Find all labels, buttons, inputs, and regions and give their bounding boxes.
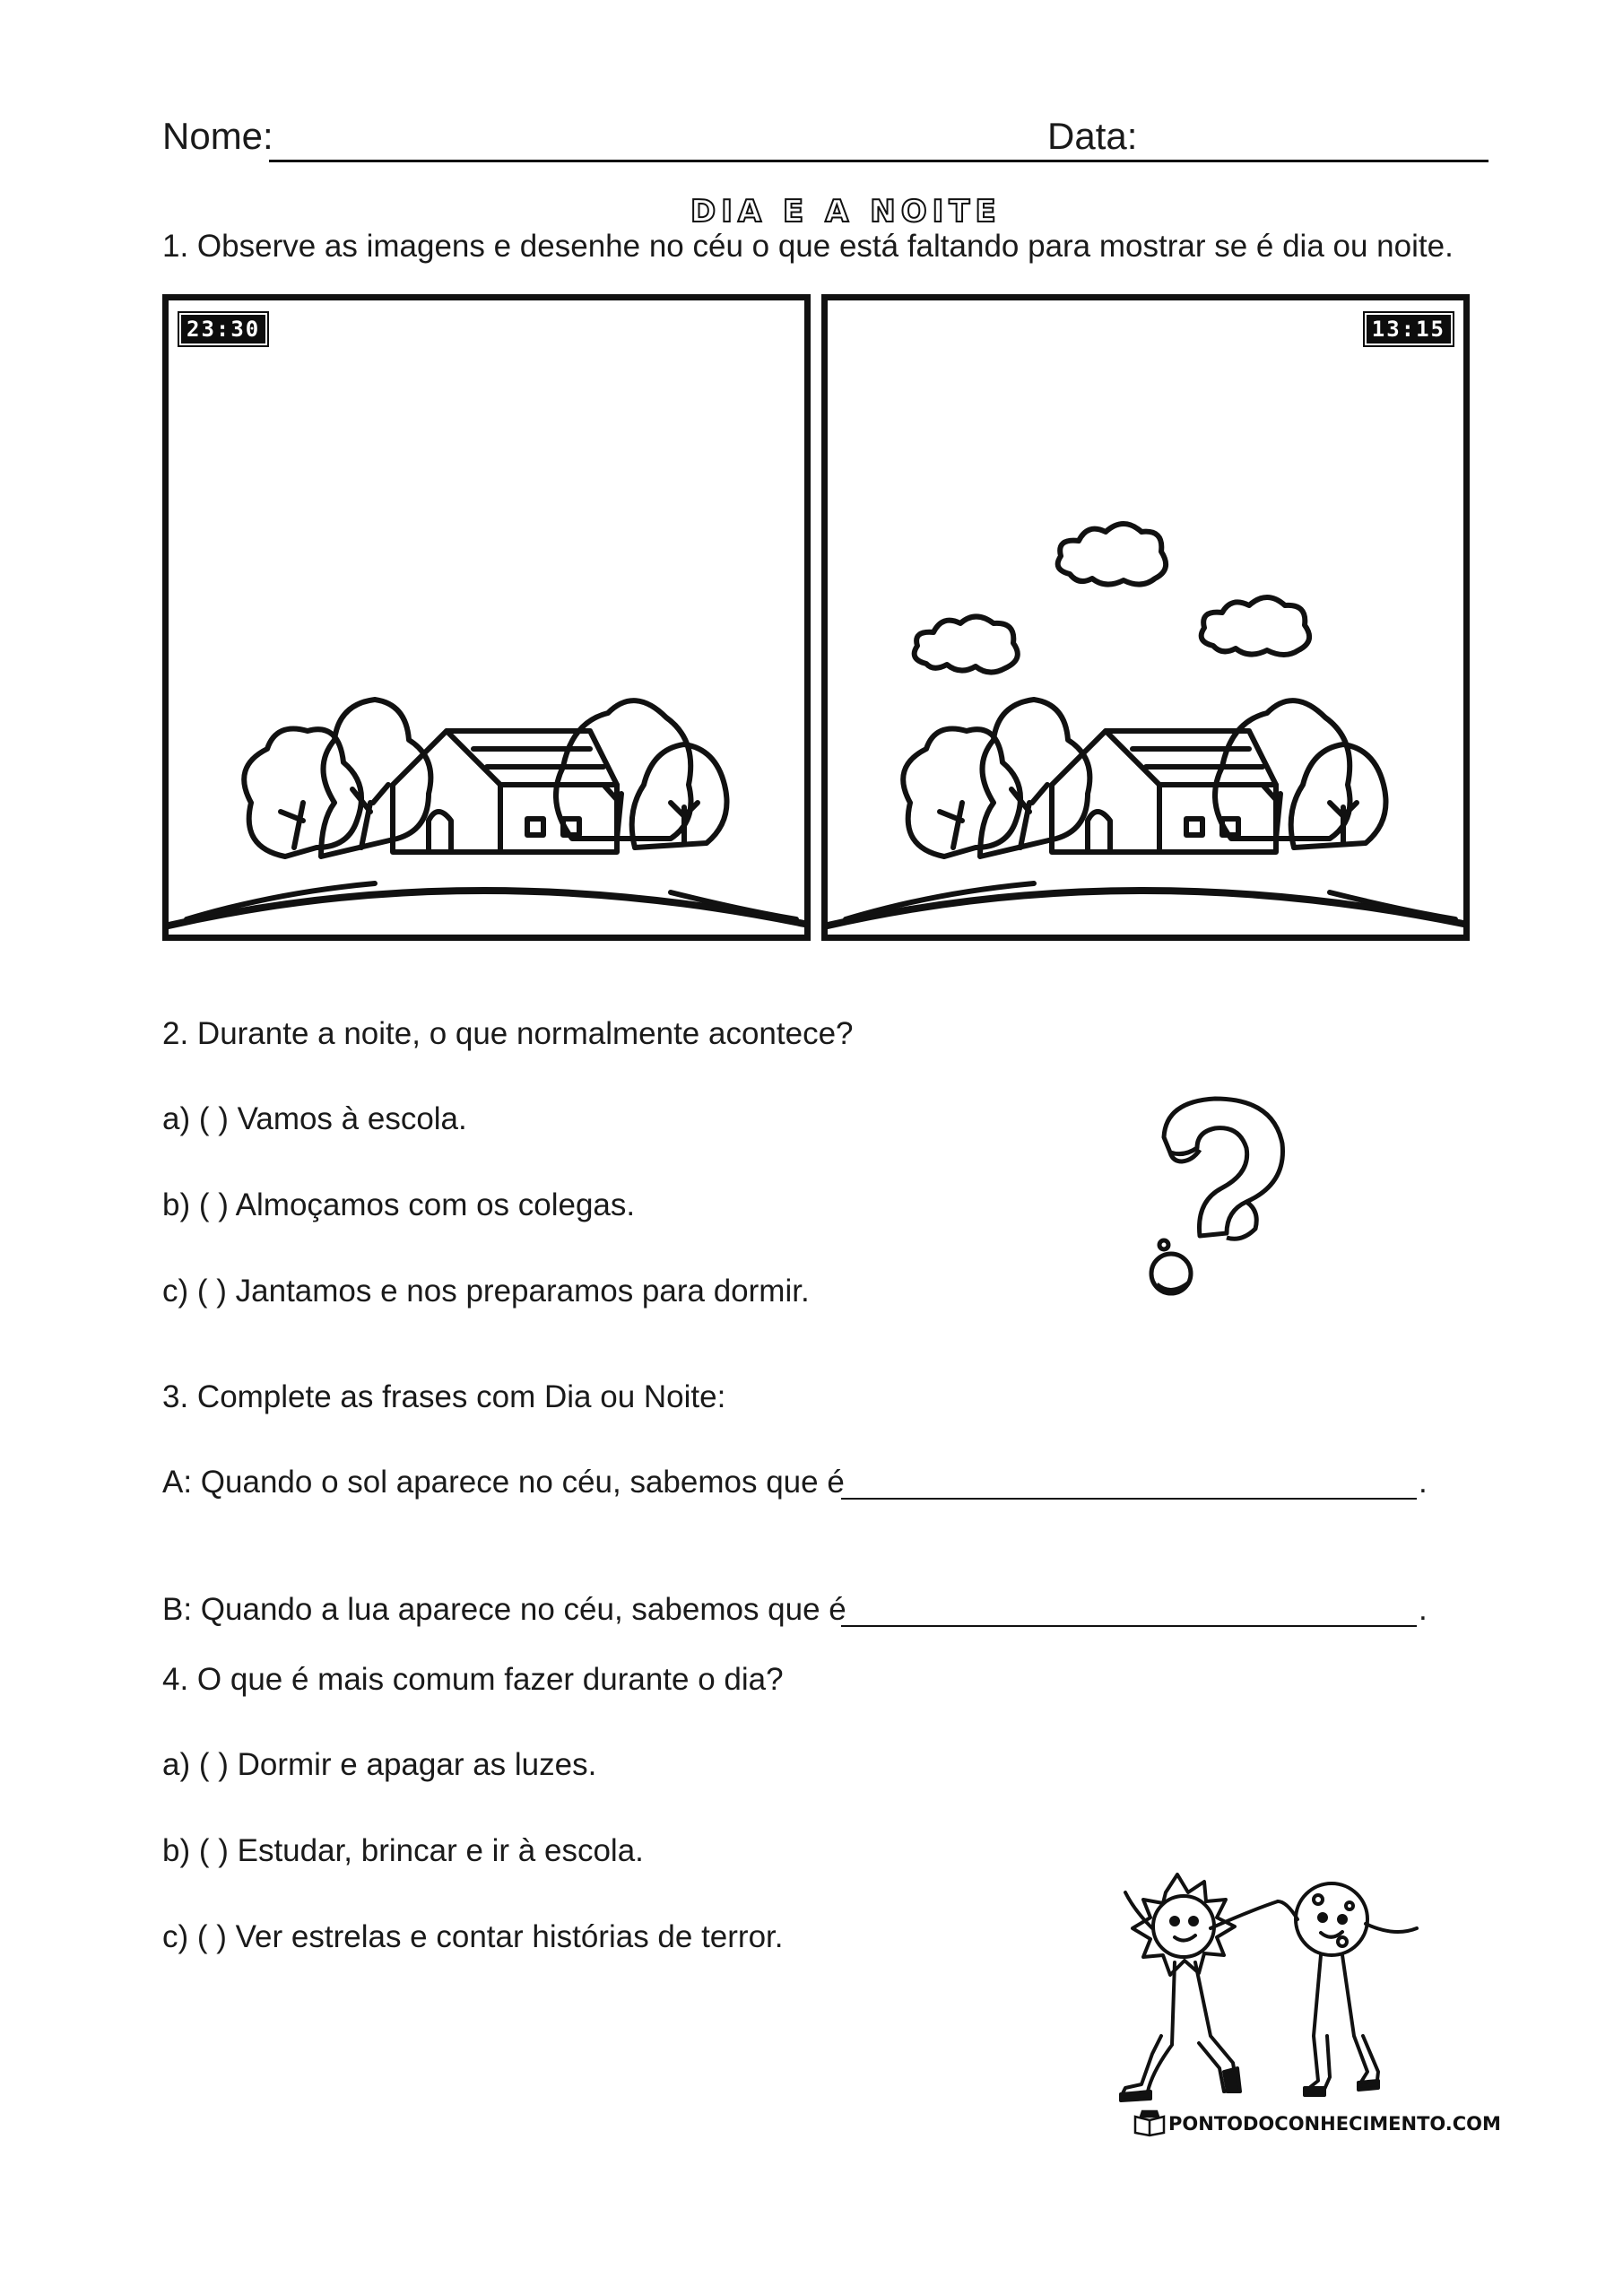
question-3-answer-line-b[interactable]: [841, 1625, 1417, 1627]
question-3-end-mark-b: .: [1419, 1592, 1428, 1627]
night-scene-panel[interactable]: [162, 294, 811, 941]
question-4-option-c[interactable]: c) ( ) Ver estrelas e contar histórias de terror.: [162, 1919, 784, 1954]
day-scene-panel[interactable]: [821, 294, 1470, 941]
question-3: 3. Complete as frases com Dia ou Noite:: [162, 1379, 726, 1414]
tree-icon: [244, 729, 361, 857]
question-2-option-a[interactable]: a) ( ) Vamos à escola.: [162, 1101, 467, 1136]
question-3-sentence-b: B: Quando a lua aparece no céu, sabemos que é: [162, 1592, 846, 1627]
question-2-option-c[interactable]: c) ( ) Jantamos e nos preparamos para dormir.: [162, 1274, 810, 1309]
question-2-option-b[interactable]: b) ( ) Almoçamos com os colegas.: [162, 1187, 636, 1222]
question-2: 2. Durante a noite, o que normalmente acontece?: [162, 1016, 854, 1051]
footer-brand: PONTODOCONHECIMENTO.COM: [1168, 2113, 1501, 2135]
cloud-icon: [1058, 524, 1166, 585]
night-scene-drawing: [169, 300, 804, 935]
day-scene-drawing: [828, 300, 1463, 935]
date-label: Data:: [1047, 115, 1138, 157]
question-3-answer-line-a[interactable]: [841, 1498, 1417, 1500]
question-4-option-b[interactable]: b) ( ) Estudar, brincar e ir à escola.: [162, 1833, 644, 1868]
worksheet-title: DIA E A NOITE: [690, 194, 1002, 230]
sun-character-icon: [1121, 1874, 1278, 2100]
name-label: Nome:: [162, 115, 273, 157]
question-3-sentence-a: A: Quando o sol aparece no céu, sabemos que é: [162, 1465, 845, 1500]
question-4-option-a[interactable]: a) ( ) Dormir e apagar as luzes.: [162, 1747, 597, 1782]
night-clock: 23:30: [179, 313, 267, 345]
name-line[interactable]: [269, 160, 1488, 162]
moon-character-icon: [1278, 1883, 1417, 2095]
question-4: 4. O que é mais comum fazer durante o dia?: [162, 1662, 784, 1697]
question-3-end-mark-a: .: [1419, 1465, 1428, 1500]
day-clock: 13:15: [1365, 313, 1453, 345]
question-mark-icon: [1121, 1085, 1300, 1300]
book-icon: [1133, 2109, 1166, 2136]
question-1: 1. Observe as imagens e desenhe no céu o que está faltando para mostrar se é dia ou noite.: [162, 229, 1454, 264]
sun-and-moon-illustration: [1098, 1857, 1475, 2117]
